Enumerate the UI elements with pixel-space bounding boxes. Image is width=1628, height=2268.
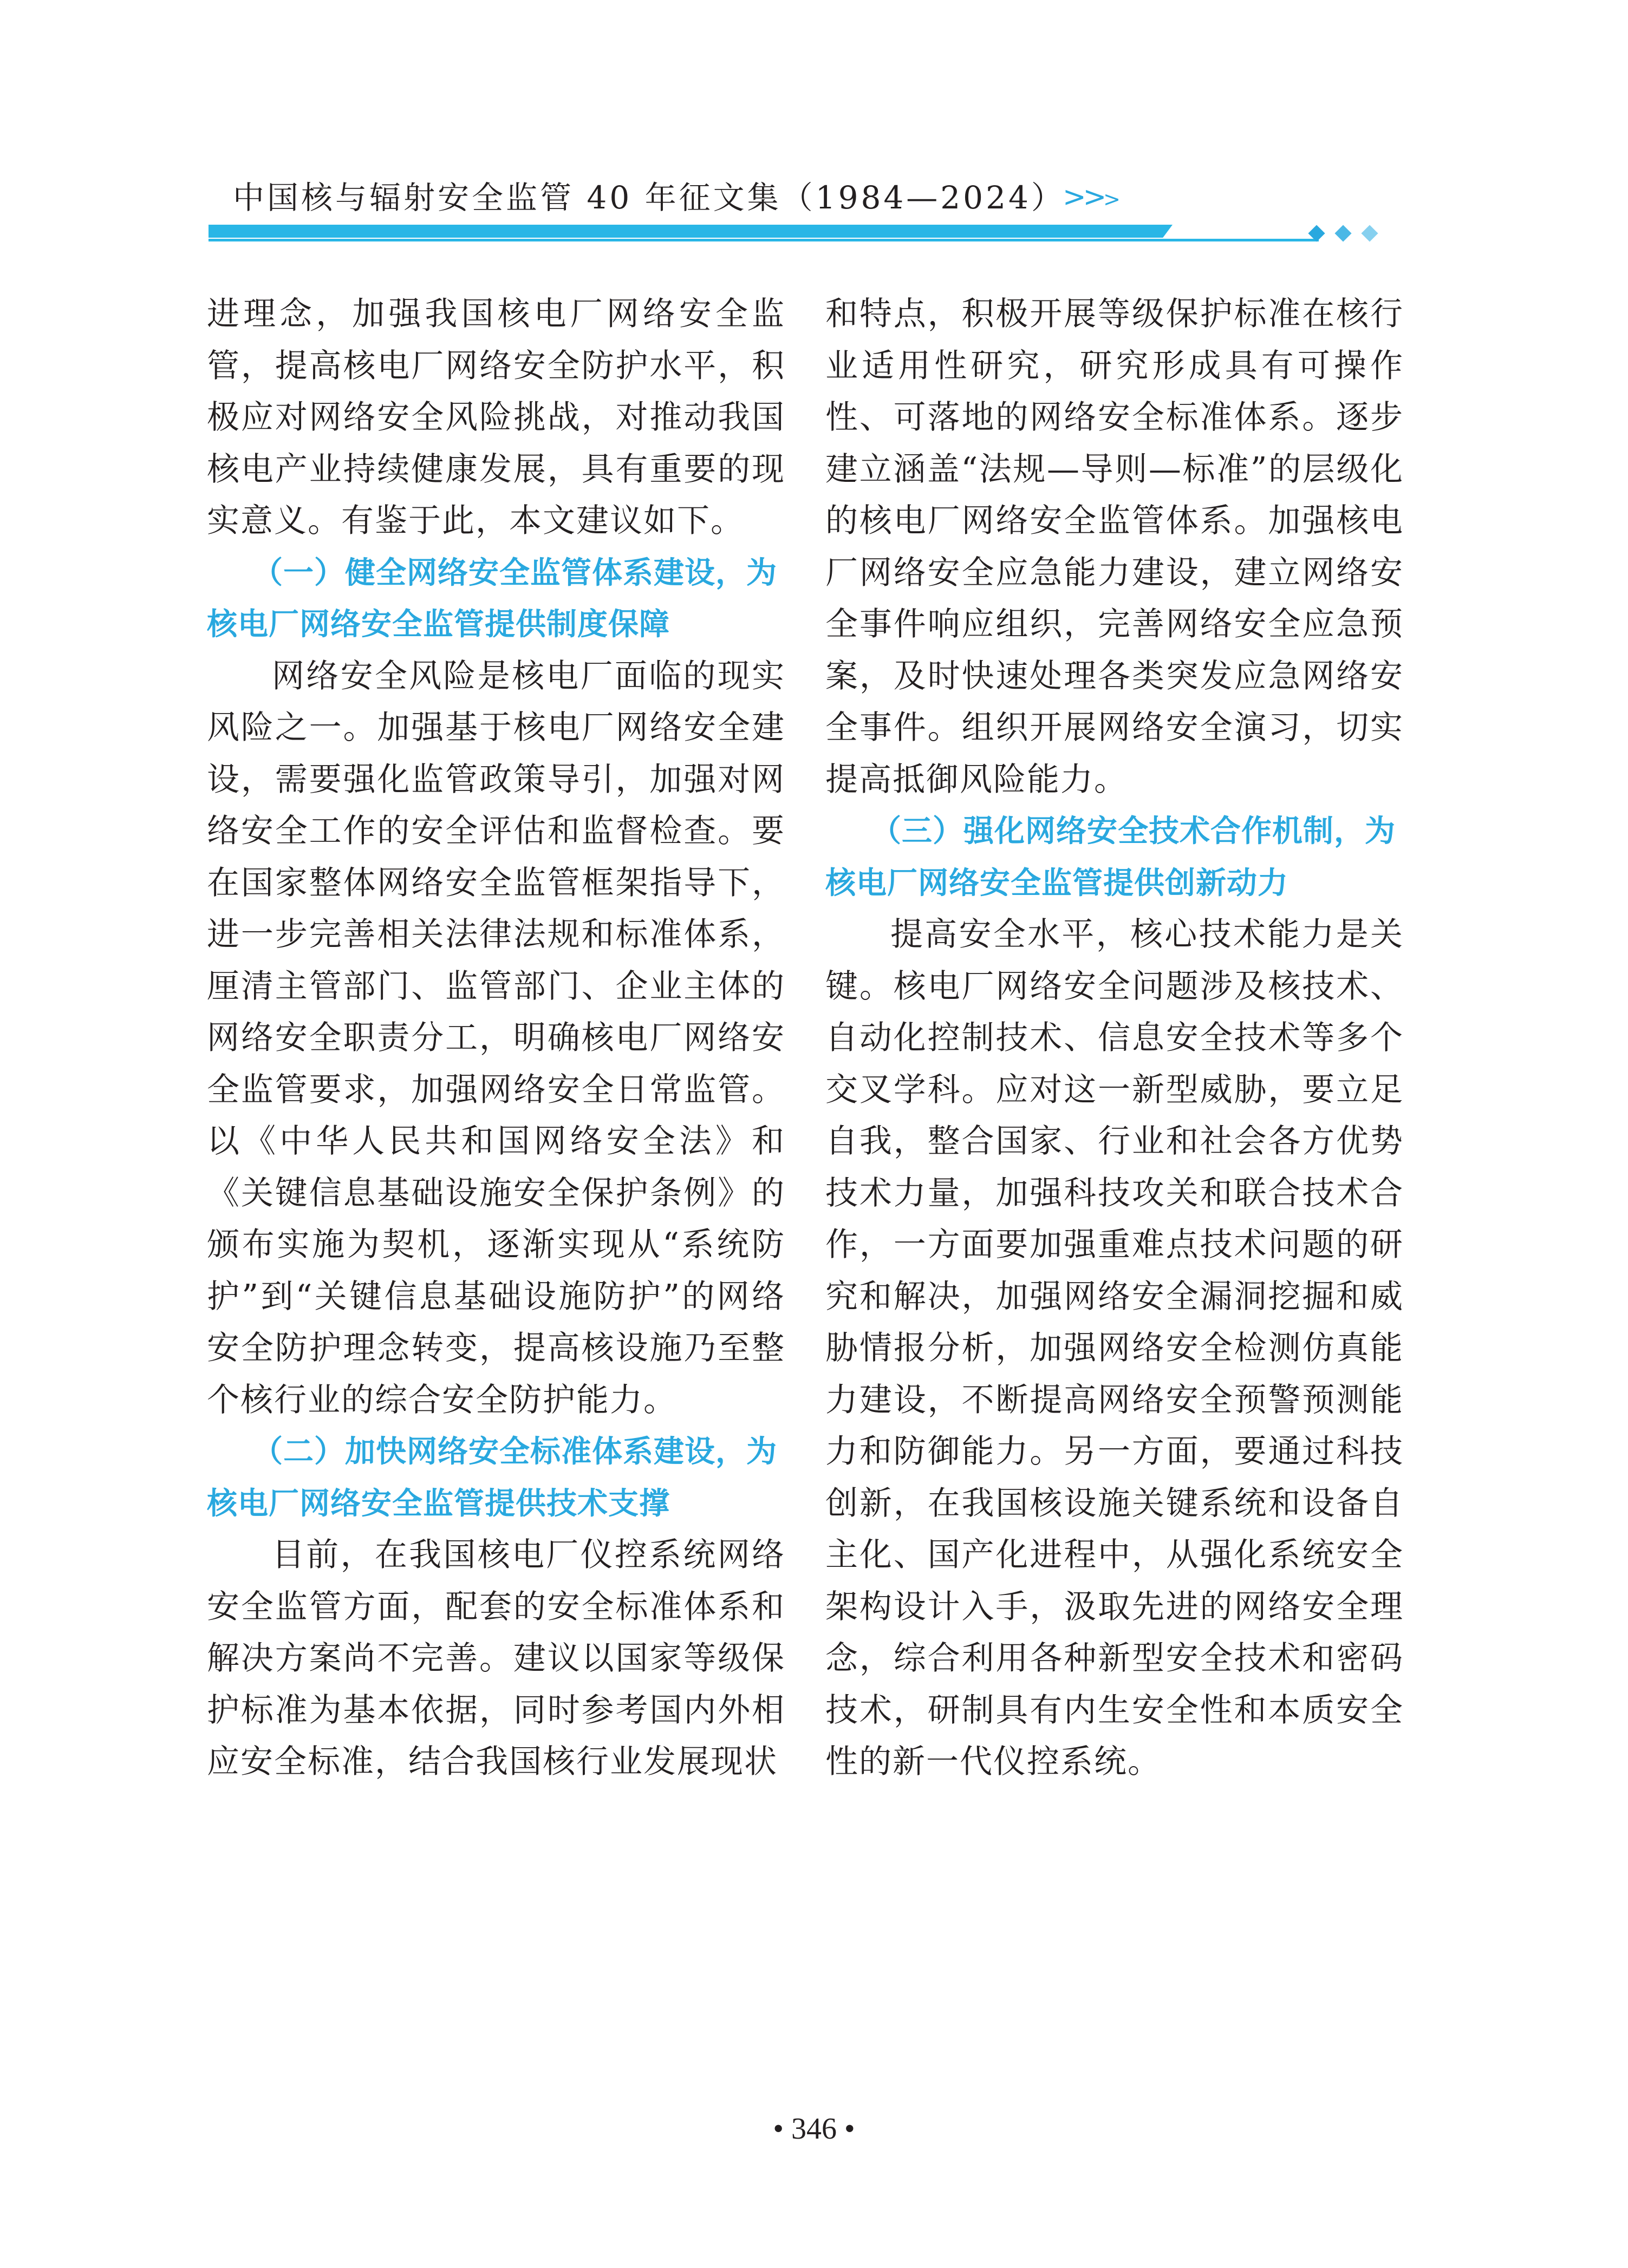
left-column [207, 289, 785, 1788]
header-rule-thin [209, 239, 1319, 241]
arrows-small: > [1103, 187, 1117, 211]
diamond-icon [1308, 225, 1325, 241]
arrows-large: >> [1063, 181, 1104, 213]
paragraph: 目前，在我国核电厂仪控系统网络安全监管方面，配套的安全标准体系和解决方案尚不完善。建议以国家等级保护标准为基本依据，同时参考国内外相应安全标准，结合我国核行业发展现状 [207, 1536, 785, 1781]
section-heading: （二）加快网络安全标准体系建设，为核电厂网络安全监管提供技术支撑 [207, 1434, 777, 1521]
running-title: 中国核与辐射安全监管 40 年征文集（1984—2024） [233, 179, 1065, 216]
page-number: • 346 • [773, 2112, 855, 2146]
header-diamonds [1311, 227, 1388, 241]
section-heading: （三）强化网络安全技术合作机制，为核电厂网络安全监管提供创新动力 [825, 814, 1396, 901]
diamond-icon [1335, 225, 1352, 241]
right-column [825, 289, 1404, 1788]
paragraph: 和特点，积极开展等级保护标准在核行业适用性研究，研究形成具有可操作性、可落地的网络安全标准体系。逐步建立涵盖“法规—导则—标准”的层级化的核电厂网络安全监管体系。加强核电厂网络安全应急能力建设，建立网络安全事件响应组织，完善网络安全应急预案，及时快速处理各类突发应急网络安全事件。组织开展网络安全演习，切实提高抵御风险能力。 [825, 295, 1404, 799]
header-rule-thick [209, 225, 1173, 238]
diamond-icon [1362, 225, 1378, 241]
section-heading: （一）健全网络安全监管体系建设，为核电厂网络安全监管提供制度保障 [207, 555, 777, 642]
paragraph: 网络安全风险是核电厂面临的现实风险之一。加强基于核电厂网络安全建设，需要强化监管政策导引，加强对网络安全工作的安全评估和监督检查。要在国家整体网络安全监管框架指导下，进一步完善相关法律法规和标准体系，厘清主管部门、监管部门、企业主体的网络安全职责分工，明确核电厂网络安全监管要求，加强网络安全日常监管。以《中华人民共和国网络安全法》和《关键信息基础设施安全保护条例》的颁布实施为契机，逐渐实现从“系统防护”到“关键信息基础设施防护”的网络安全防护理念转变，提高核设施乃至整个核行业的综合安全防护能力。 [207, 657, 785, 1419]
paragraph: 进理念，加强我国核电厂网络安全监管，提高核电厂网络安全防护水平，积极应对网络安全风险挑战，对推动我国核电产业持续健康发展，具有重要的现实意义。有鉴于此，本文建议如下。 [207, 295, 785, 540]
chevron-right-icon [1063, 181, 1117, 213]
paragraph: 提高安全水平，核心技术能力是关键。核电厂网络安全问题涉及核技术、自动化控制技术、信息安全技术等多个交叉学科。应对这一新型威胁，要立足自我，整合国家、行业和社会各方优势技术力量，加强科技攻关和联合技术合作，一方面要加强重难点技术问题的研究和解决，加强网络安全漏洞挖掘和威胁情报分析，加强网络安全检测仿真能力建设，不断提高网络安全预警预测能力和防御能力。另一方面，要通过科技创新，在我国核设施关键系统和设备自主化、国产化进程中，从强化系统安全架构设计入手，汲取先进的网络安全理念，综合利用各种新型安全技术和密码技术，研制具有内生安全性和本质安全性的新一代仪控系统。 [825, 916, 1404, 1781]
